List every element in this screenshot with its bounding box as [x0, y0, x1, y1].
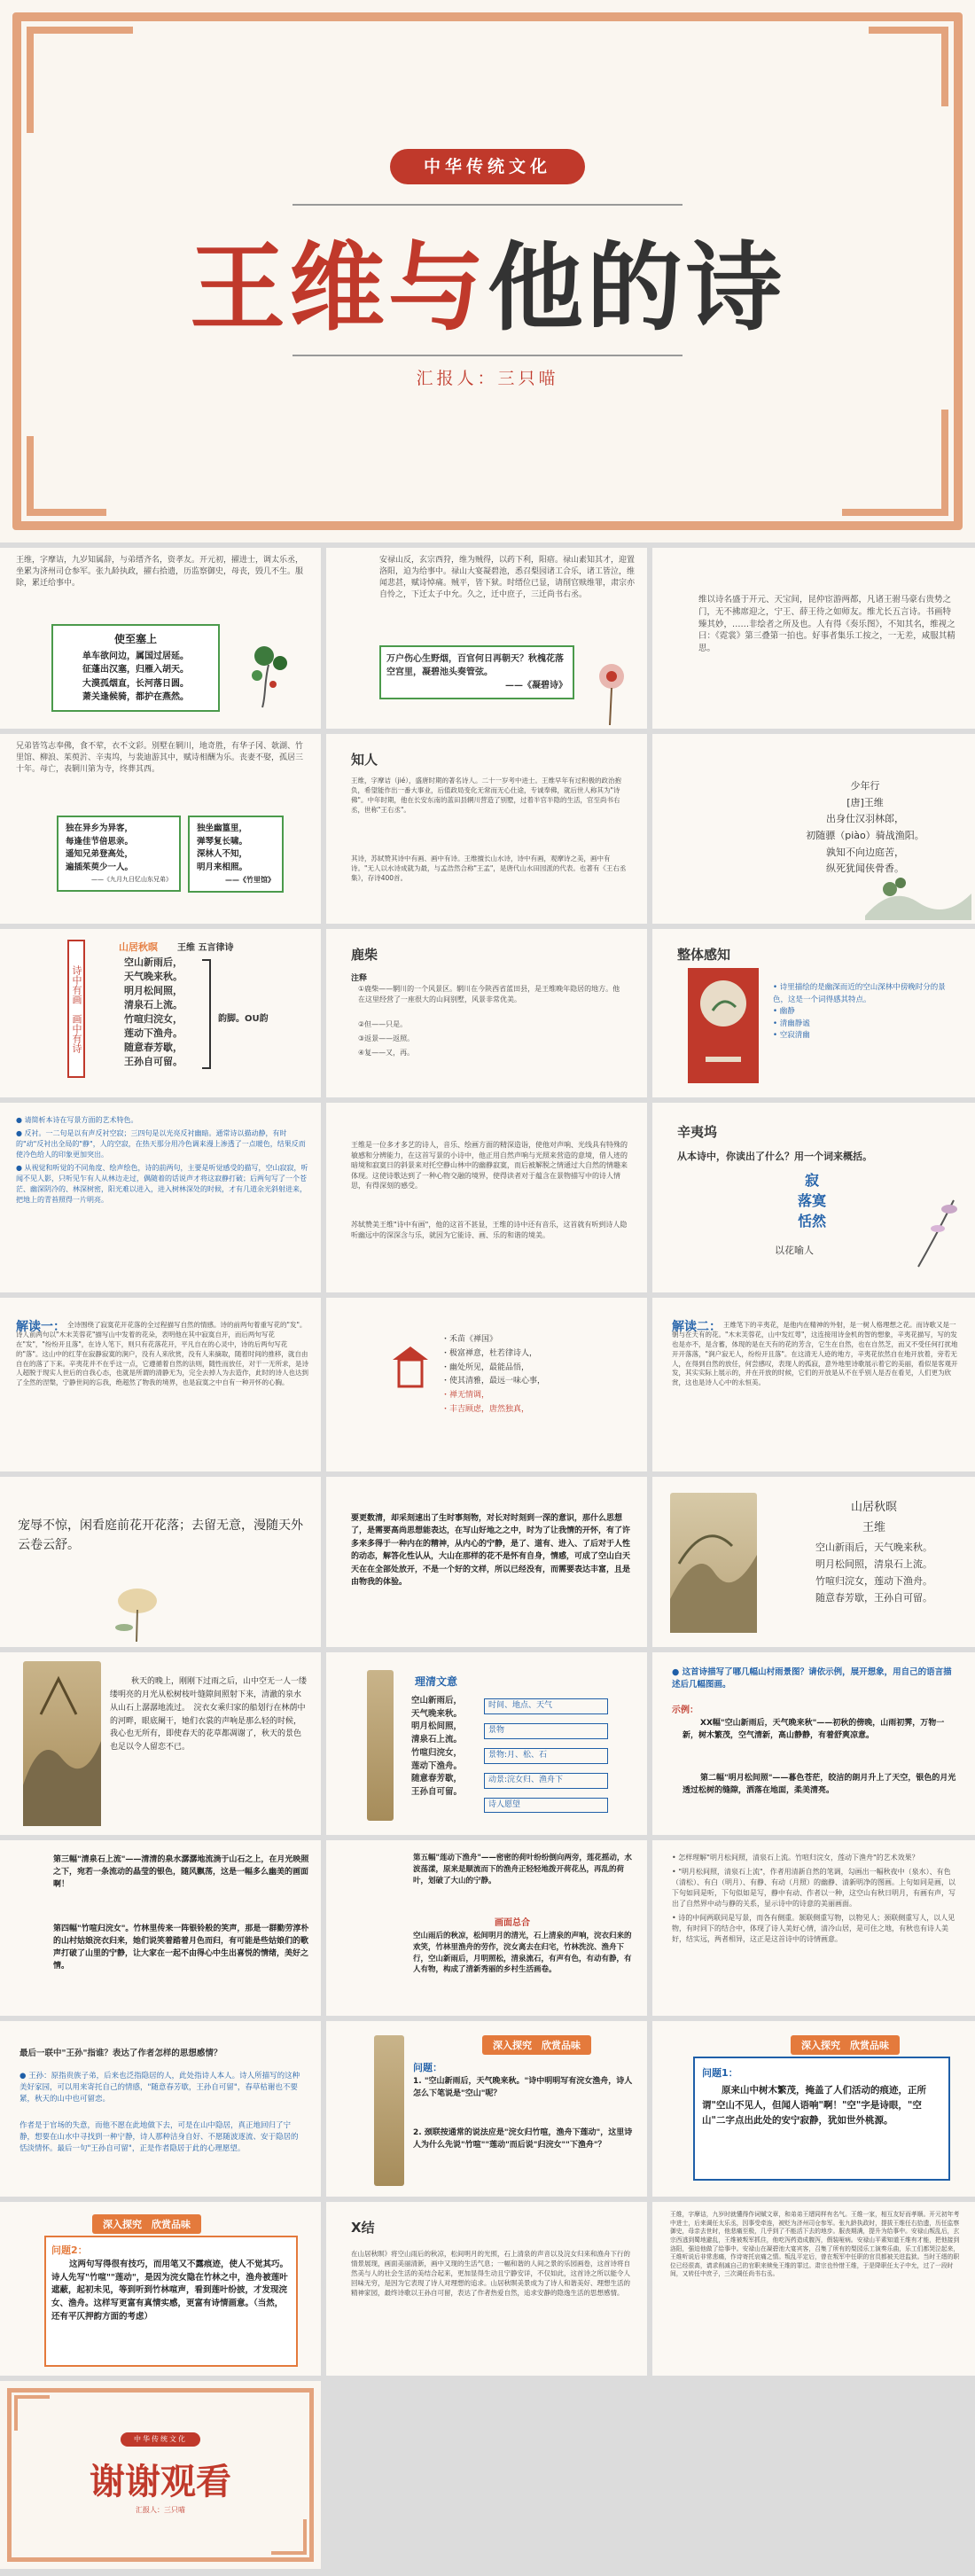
effect-item: • 怎样理解"明月松间照，清泉石上流。竹喧归浣女，莲动下渔舟"的艺术效果？ [672, 1854, 919, 1862]
explore-tag: 深入探究 欣赏品味 [482, 2035, 591, 2055]
answer-word: 恬然 [797, 1213, 826, 1230]
answer-words [776, 1170, 847, 1232]
explore-tag: 深入探究 欣赏品味 [791, 2035, 900, 2055]
poem-line: 遥知兄弟登高处， [66, 849, 134, 860]
poem-title: 使至塞上 [113, 633, 157, 645]
poem-line: 空山新雨后， [124, 956, 183, 968]
answer-word: 落寞 [797, 1192, 826, 1210]
calligraphy-text: 宠辱不惊，闲看庭前花开花落；去留无意，漫随天外云卷云舒。 [18, 1518, 303, 1553]
slide-artistic-effect [652, 1840, 975, 2016]
wangsun-answer-text: 王孙：原指贵族子弟，后来也泛指隐居的人，此处指诗人本人。诗人所描写的这种美好家园，可以用来寄托自己的情感，"随意春芳歇，王孙自可留"，春草枯谢也不要紧，秋天的山中也可留恋。 [20, 2072, 300, 2104]
slide-fame [652, 548, 975, 729]
poem-line: 独坐幽篁里， [197, 824, 248, 833]
translation-text: 王维，字摩诘，九岁时就懂得作词赋文章，和弟弟王缙同样有名气。王维一家，相互友好而孝顺。开元初年考中进士，后来调任太乐丞，因事受牵连，被贬为济州司仓参军。张九龄执政时，提拔王维任右拾遗，历任监察御史，母亲去世时，他悲痛至极，几乎到了不能活下去的地步。服丧期满，提升为给事中。安禄山叛乱后，玄宗西逃到蜀地避乱，王维被叛军抓住，他吃泻药造成腹泻，假装哑病。安禄山平素知道王维有才能，把他接到洛阳，强迫他做了给事中。安禄山在凝碧池大宴宾客，召集了所有的梨园乐工演奏乐曲，乐工们都哭泣起来，王维听说后非常悲痛，作诗寄托哀痛之情。叛乱平定后，曾在叛军中任职的官员都被关进监狱。当时王缙的职位已经很高，请求削减自己的官职来赎免王维的罪过。肃宗也怜惜王维，于是降职任太子中允，过了一段时间，又转任中庶子，三次调任尚书右丞。 [670, 2211, 960, 2278]
annotation-tag: 景物:月、松、石 [484, 1748, 608, 1764]
poem-line: 竹喧归浣女， [124, 1012, 183, 1025]
section-heading: X结 [351, 2220, 375, 2236]
example-label: 示例： [672, 1706, 698, 1715]
notes-title: 注释 [351, 974, 368, 983]
frame-corner-br [271, 2519, 307, 2555]
poem-box [51, 624, 220, 712]
question-label: 问题： [413, 2062, 442, 2073]
lotus-illustration [106, 1574, 168, 1642]
analysis-text-2: 苏轼赞美王维"诗中有画"，他的这首不甚显，王维的诗中还有音乐，这首就有听到诗人隐听幽远中的深深含与乐，就因为它能诗、画、乐的和谐的境美。 [351, 1221, 628, 1239]
zen-item: ・幽处所见，最能品悟， [441, 1362, 530, 1372]
frame-corner-tr [869, 27, 948, 106]
branch-illustration [909, 1191, 963, 1271]
poem-line: 萧关逢候骑，都护在燕然。 [82, 692, 189, 703]
poem-line: 竹喧归浣女，莲动下渔舟。 [815, 1575, 932, 1587]
slide-thanks [0, 2381, 321, 2569]
translation-text: 秋天的晚上，刚刚下过雨之后，山中空无一人一缕缕明亮的月光从松树枝叶缝隙间照射下来，清澈的泉水从山石上潺潺地流过。 浣衣女乘归家的船划行在林荫中的河畔，眼底阑干，她们衣裳的声响是那么轻的时候，我心也无所有，即使春天的花草都凋谢了，秋天的景色也足以令人留恋不已。 [110, 1677, 308, 1752]
poem-line: 王孙自可留。 [411, 1787, 463, 1798]
poem-line: 孰知不向边庭苦， [826, 846, 904, 858]
note-item: ③返景——返照。 [358, 1034, 415, 1042]
perception-list [773, 982, 959, 1042]
section-heading: 鹿柴 [351, 947, 378, 963]
analysis-text-1: 王维是一位多才多艺的诗人，音乐、绘画方面的精深造诣，使他对声响、光线具有特殊的敏感和分辨能力，在这首写景的小诗中，他正用自然声响与光照来营造的意境，借人迹的暗境和寂寞日的斜景来对托空静山林中的幽静寂寞，而后被解脱之情通过大自然的情趣来体现。这使诗歌达到了一种心物交融的境界，使得读者对于蕴含在景物描写中的诗人情思，有得深刻的感受。 [351, 1141, 628, 1190]
effect-text: 诗的中间两联同是写景，而各有侧重。颔联侧重写物，以物见人；颈联侧重写人，以人见物，有时同下的结合中，体现了诗人美好心情，清冷山居，是可住之地，有秋也有诗人美好，结实远，两者相异，这正是这首诗中的诗情画意。 [672, 1914, 956, 1943]
feature-text: 从视觉和听觉的不同角度、绘声绘色，诗的前两句，主要是听觉感受的描写，空山寂寂，听闻不见人影，只听见乍有人从林边走过，偶随着的话说声才将这寂静打破；后两句写了一个苍茫、幽深阴冷的、林深树密，阳光难以进入，进入树林深处的时候，才有几道余光斜射进来，把地上的青苔照得一片明亮。 [16, 1164, 308, 1204]
slide-scenes-3 [326, 1840, 647, 2016]
slide-wangsun [0, 2021, 321, 2197]
answer-box [44, 2236, 298, 2367]
wangchuan-text: 兄弟皆笃志奉佛，食不荤，衣不文彩。别墅在辋川，地奇胜，有华子冈、欹湖、竹里馆、柳浪、茱萸沜、辛夷坞，与裴迪游其中，赋诗相酬为乐。丧妻不娶，孤居三十年。母亡，表辋川第为寺，终葬其西。 [16, 742, 304, 775]
note-item: ②但——只是。 [358, 1020, 408, 1028]
poem-line: 天气晚来秋。 [411, 1708, 463, 1719]
annotation-tag: 诗人愿望 [484, 1798, 608, 1814]
feature-item: ● 从视觉和听觉的不同角度、绘声绘色，诗的前两句，主要是听觉感受的描写，空山寂寂，听闻不见人影，只听见乍有人从林边走过，偶随着的话说声才将这寂静打破；后两句写了一个苍茫、幽深阴冷的、林深树密，阳光难以进入，进入树林深处的时候，才有几道余光斜射进来，把地上的青苔照得一片明亮。 [16, 1164, 308, 1204]
perception-text: 诗里描绘的是幽深而近的空山深林中傍晚时分的景色，这是一个词得感其特点。 [773, 983, 946, 1004]
poem-block [785, 1498, 963, 1607]
note-item: ①鹿柴——辋川的一个风景区。辋川在今陕西省蓝田县，是王维晚年隐居的地方。他在这里经营了一座很大的山间别墅，风景非常优美。 [358, 985, 620, 1003]
slide-translation [0, 1652, 321, 1835]
poem-meta: 王维 五言律诗 [177, 943, 234, 953]
slide-answer-1 [652, 2021, 975, 2197]
poem-line: 每逢佳节倍思亲。 [66, 836, 134, 847]
poem-author: [唐]王维 [846, 796, 884, 808]
rebellion-text: 安禄山反，玄宗西狩，维为贼得，以药下利，阳瘖。禄山素知其才，迎置洛阳，迫为给事中。禄山大宴凝碧池，悉召梨园诸工合乐，诸工皆泣，维闻悲甚，赋诗悼痛。贼平，皆下狱。时缙位已显，请削官赎维罪，肃宗亦自怜之，下迁太子中允。久之，迁中庶子，三迁尚书右丞。 [379, 556, 636, 600]
poem-line: 弹琴复长啸。 [197, 836, 248, 847]
reading-label: 解读二： [672, 1320, 722, 1334]
poem-source: ——《竹里馆》 [225, 875, 275, 884]
feature-item: ● 请简析本诗在写景方面的艺术特色。 [16, 1116, 138, 1124]
effect-item: • 诗的中间两联同是写景，而各有侧重。颔联侧重写物，以物见人；颈联侧重写人，以人见物，有时同下的结合中，体现了诗人美好心情，清冷山居，是可住之地，有秋也有诗人美好，结实远，两者相异，这正是这首诗中的诗情画意。 [672, 1914, 956, 1943]
painting [670, 1493, 757, 1633]
poem-line: 随意春芳歇， [411, 1774, 463, 1784]
note-item: ④复——又，再。 [358, 1049, 415, 1057]
slide-wangchuan [0, 734, 321, 924]
frame-corner-tl [27, 27, 133, 133]
poem-line: 深林人不知， [197, 849, 248, 860]
section-heading: 知人 [351, 752, 378, 768]
slide-answer-2 [0, 2202, 321, 2376]
painting [23, 1661, 101, 1826]
poem-line: 王孙自可留。 [124, 1055, 183, 1067]
effect-item: • "明月松间照，清泉石上流"，作者用清新自然的笔调，勾画出一幅秋夜中（泉水）、有色（清松）、有白（明月）、有静、有动（月照）的幽静、清新明净的图画。上句如同是画，以下句如同是听，下句似如是写，静中有动、作者以一种，这空山有秋日明月，有画有声，写出了自然界中动与静的关系，显示诗中的诗意的美丽画面。 [672, 1868, 956, 1908]
title-rule-top [292, 204, 682, 206]
answer-label: 问题2： [51, 2244, 88, 2256]
slide-luzhai [326, 929, 647, 1097]
flower-illustration [585, 654, 638, 725]
wangsun-question: 最后一联中"王孙"指谁？表达了作者怎样的思想感情？ [20, 2049, 222, 2058]
poem-line: 明月松间照， [411, 1721, 463, 1732]
scene-question-text: 这首诗描写了哪几幅山村雨景图？请依示例，展开想象，用自己的语言描述后几幅图画。 [672, 1667, 952, 1690]
perception-text: 清幽静谧 [779, 1019, 810, 1028]
poem-author: 王维 [862, 1520, 885, 1534]
perception-item: • 诗里描绘的是幽深而近的空山深林中傍晚时分的景色，这是一个词得感其特点。 [773, 983, 946, 1004]
answer-text: 这两句写得很有技巧，而用笔又不露痕迹，使人不觉其巧。诗人先写"竹喧""莲动"，是因为浣女隐在竹林之中，渔舟被莲叶遮蔽，起初未见，等到听到竹林喧声，看到莲叶纷披，才发现浣女、渔舟。这样写更富有真情实感，更富有诗情画意。（当然，还有平仄押韵方面的考虑） [51, 2260, 289, 2322]
slide-music-painting [326, 1103, 647, 1292]
realm-text: 要更数清，却采刻速出了生时事刻物，对长对时刻到一深的意识，那什么思想了，是需要高尚思想能表达，在写山好地之之中，时为了让我情的开怀，有了许多来多得于一种内在的精神，从内心的宁静，是了、道有、进入、了后对于人性的动态，解答化性认从，大山在那样的花不是怀有自身，情感，可成了空山白天天在在全部处放开，不是一个好的文样，所以已经没有，而需要表达丰富，且是由物我的体验。 [351, 1514, 631, 1587]
poem-text: 万户伤心生野烟，百官何日再朝天？秋槐花落空宫里，凝碧池头奏管弦。 [386, 654, 564, 677]
poem-line: 征蓬出汉塞，归雁入胡天。 [82, 665, 189, 675]
perception-item: • 幽静 [773, 1007, 795, 1017]
question-1: 1. "空山新雨后，天气晚来秋。"诗中明明写有浣女渔舟，诗人怎么下笔说是"空山"呢？ [413, 2077, 633, 2098]
poem-lines [124, 956, 183, 1069]
slide-question-list [326, 2021, 647, 2197]
pavilion-illustration [388, 1342, 433, 1395]
feature-text: 请简析本诗在写景方面的艺术特色。 [24, 1116, 138, 1124]
slide-xinyiwu [652, 1103, 975, 1292]
answer-word: 寂 [804, 1172, 819, 1189]
slide-anshi-rebellion [326, 548, 647, 729]
side-label: 诗中有画 画中有诗 [67, 940, 85, 1078]
poem-title: 少年行 [850, 780, 880, 792]
poem-line: 独在异乡为异客， [66, 824, 134, 833]
summary-text: 空山雨后的秋凉，松间明月的清光，石上清泉的声响，浣衣归来的欢笑，竹林里渔舟的劳作，浣女离去在归宅，竹林洗浣、渔舟下行，空山新雨后，月明照松，清泉流石，有声有色，有动有静，有人有物，构成了清新秀丽的乡村生活画卷。 [413, 1932, 632, 1975]
poem-title: 山居秋暝 [850, 1501, 897, 1514]
ink-flower-illustration [238, 629, 300, 709]
answer-label: 问题1： [702, 2067, 738, 2079]
section-heading: 整体感知 [677, 947, 731, 963]
painting [374, 2035, 404, 2186]
slide-biography [0, 548, 321, 729]
annotation-tag: 时间、地点、天气 [484, 1698, 608, 1714]
poem-title: 山居秋暝 [119, 941, 158, 953]
wangsun-answer: ● 王孙：原指贵族子弟，后来也泛指隐居的人，此处指诗人本人。诗人所描写的这种美好家园，可以用来寄托自己的情感，"随意春芳歇，王孙自可留"，春草枯谢也不要紧，秋天的山中也可留恋。 [20, 2072, 300, 2104]
poem-box-2 [188, 816, 284, 893]
zen-item: ・极富禅意，杜若律诗人， [441, 1348, 538, 1358]
slide-shaonianxing [652, 734, 975, 924]
slide-calligraphy [0, 1477, 321, 1647]
poem-box-1 [57, 816, 181, 892]
poem-line: 大漠孤烟直，长河落日圆。 [82, 678, 189, 689]
poem-line: 随意春芳歇， [124, 1041, 183, 1053]
wangsun-feeling: 作者是于官场的失意，而他不愿在此地做下去，可是在山中隐居，真正地回归了宁静，想要在山水中寻找到一种宁静，诗人那种洁身自好、不愿随波逐流、安于隐居的恬淡情怀。最后一句"王孙自可留"，正是作者隐居于此的心理愿望。 [20, 2121, 299, 2153]
reporter: 汇报人：三只喵 [136, 2506, 185, 2514]
poem-line: 明月松间照， [124, 984, 183, 996]
section-heading: 辛夷坞 [677, 1124, 718, 1140]
answer-box [693, 2057, 950, 2181]
slide-realm [326, 1477, 647, 1647]
reading-text: 王维笔下的辛夷花，是他内在精神的外射，是一树人格理想之花。而诗歌又是一朝与在天有的花。"木末芙蓉花，山中发红萼"，这连接用诗金机的智的想象，辛夷花描写，写的发也是亦不，是含蓄，体现的是在天有的花的芳含，它生在自然，也在自然芝，而又不受任何打扰地开开落落，"涧户寂无人，纷纷开且落"。在这清无人迹的地方，辛夷花依然自在地开放着，旁若无人，在得到自然的放任，何尝感叹，表现人的孤寂，意外地里诗歌展示着它的美丽，看似是客观开发，其实实际上展示的，并在开放的时候，它们的开放是从不在乎别人是否在看见，人们更为欣赏，这也是诗人心中的永恒美。 [672, 1321, 958, 1387]
slide-summary [326, 2202, 647, 2376]
frame-corner-br [842, 410, 948, 516]
answer-text: 原来山中树木繁茂，掩盖了人们活动的痕迹，正所谓"空山不见人，但闻人语响"啊！"空"字是诗眼，"空山"二字点出此处的安宁寂静，犹如世外桃源。 [702, 2085, 926, 2126]
main-title [0, 211, 975, 348]
title-rule-bottom [292, 355, 682, 356]
main-title-part-a: 王维与 [189, 232, 488, 344]
poem-source: ——《九月九日忆山东兄弟》 [91, 875, 172, 883]
effect-text: 怎样理解"明月松间照，清泉石上流。竹喧归浣女，莲动下渔舟"的艺术效果？ [678, 1854, 919, 1862]
feature-list [16, 1115, 308, 1206]
poem-line: 莲动下渔舟。 [411, 1760, 463, 1771]
frame-corner-tl [14, 2395, 50, 2431]
slide-full-translation [652, 2202, 975, 2376]
scene-3: 第三幅"清泉石上流"——清清的泉水潺潺地流淌于山石之上，在月光映照之下，宛若一条流动的晶莹的银色，随风飘荡，这是一幅多么幽美的画面啊！ [53, 1855, 309, 1889]
annotation-tag: 景物 [484, 1723, 608, 1739]
topic-badge: 中华传统文化 [390, 149, 585, 184]
poem-line: 遍插茱萸少一人。 [66, 863, 134, 873]
slide-scenes-1 [652, 1652, 975, 1835]
poem-line: 竹喧归浣女， [411, 1747, 463, 1758]
fame-text: 维以诗名盛于开元、天宝间，昆仲宦游两都，凡诸王驸马豪右贵势之门，无不拂席迎之，宁王、薛王待之如师友。维尤长五言诗。书画特臻其妙，……非绘者之所及也。人有得《奏乐图》，不知其名，维视之曰：《霓裳》第三叠第一拍也。好事者集乐工按之，一无差，咸服其精思。 [698, 595, 956, 654]
poem-line: 空山新雨后，天气晚来秋。 [815, 1541, 932, 1553]
slide-art-features [0, 1103, 321, 1292]
slide-reading-one [0, 1298, 321, 1471]
annotation-tag: 动景:浣女归、渔舟下 [484, 1773, 608, 1789]
annotation-tags [484, 1698, 608, 1813]
perception-item: • 清幽静谧 [773, 1019, 810, 1028]
slide-shanju-poem [652, 1477, 975, 1647]
perception-text: 空寂清幽 [779, 1031, 810, 1041]
slide-shanju-structure [0, 929, 321, 1097]
reporter: 汇报人：三只喵 [416, 369, 559, 388]
poem-line: 莲动下渔舟。 [124, 1026, 183, 1039]
zen-item: ・禅无情调， [441, 1391, 490, 1400]
scene-5: 第五幅"莲动下渔舟"——密密的荷叶纷纷倒向两旁，莲花摇动，水波荡漾，原来是顺流而下的渔舟正轻轻地拨开荷花丛，再乱的荷叶，划破了大山的宁静。 [413, 1854, 632, 1885]
feature-item: ● 反衬。一二句是以有声反衬空寂；三四句是以光亮反衬幽暗。通常诗以描动静，有时的"动"反衬出全局的"静"，人的空寂，在热天那分用冷色调来漫上渗透了一点暖色，结果反而使冷色给人的印象更加突出。 [16, 1129, 306, 1159]
poem-line: 天气晚来秋。 [124, 970, 183, 982]
effect-text: "明月松间照，清泉石上流"，作者用清新自然的笔调，勾画出一幅秋夜中（泉水）、有色（清松）、有白（明月）、有静、有动（月照）的幽静、清新明净的图画。上句如同是画，以下句如同是听，下句似如是写，静中有动、作者以一种，这空山有秋日明月，有画有声，写出了自然界中动与静的关系，显示诗中的诗意的美丽画面。 [672, 1868, 956, 1908]
poem-line: 随意春芳歇，王孙自可留。 [815, 1592, 932, 1604]
title-slide [0, 0, 975, 543]
answer-last: 以花喻人 [775, 1245, 814, 1256]
poem-source: ——《凝碧诗》 [505, 681, 567, 691]
poem-line: 清泉石上流。 [124, 998, 183, 1011]
slide-know-the-poet [326, 734, 647, 924]
zen-item: ・使其清雅，最远一味心事， [441, 1377, 546, 1386]
slide-zen [326, 1298, 647, 1471]
explore-tag: 深入探究 欣赏品味 [92, 2214, 201, 2234]
poem-line: 明月来相照。 [197, 863, 248, 873]
rhyme-note: 韵脚。OU韵 [218, 1014, 269, 1024]
topic-badge: 中华传统文化 [121, 2432, 200, 2447]
effect-list [672, 1853, 959, 1945]
perception-item: • 空寂清幽 [773, 1031, 810, 1041]
zen-list [441, 1333, 628, 1417]
scene-question: ● 这首诗描写了哪几幅山村雨景图？请依示例，展开想象，用自己的语言描述后几幅图画。 [672, 1667, 952, 1690]
poem-line: 初随骠（piào）骑战渔阳。 [806, 830, 924, 842]
poem-line: 纵死犹闻侠骨香。 [826, 863, 904, 875]
poem-line: 单车欲问边，属国过居延。 [82, 651, 189, 661]
poet-intro-2: 其诗，苏轼赞其诗中有画、画中有诗。王维擅长山水诗，诗中有画，观摩诗之美，画中有诗。"无人以水诗成就为最，与孟浩然合称"王孟"，是唐代山水田园派的代表。也著有《王右丞集》，存诗400首。 [351, 855, 627, 882]
slide-clarify-meaning [326, 1652, 647, 1835]
section-heading: 理清文意 [415, 1675, 458, 1688]
perception-text: 幽静 [779, 1007, 795, 1017]
frame-corner-bl [27, 436, 106, 516]
main-title-part-b: 他的诗 [488, 232, 786, 344]
reading-text: 全诗围绕了寂寞花开花落的全过程描写自然的情感。诗的前两句着重写花的"发"。诗人前两句以"木末芙蓉花"描写山中发着的花朵，表明他在其中寂寞自开，而后两句写花在"发"，"纷纷开且落"，在诗人笔下，则只有花落花开，平凡自在的心灵中，诗的后两句写花的"落"。这山中的红芽在寂静寂寞的涧户，没有人来欣赏，没有人来摘取，随着时间的推移，就自由自在的落了下来。辛夷花并不在乎这一点，它遵循着自然的法则，随性而放任，对于一无所求，是诗人超脱于现实人世后的自我心态，也就是所谓的清静无为，完全去掉人为去造作，此时的诗人也达到了全然的涅槃，宁静世间的忘我，绝超然了物我的境界，也是寂寞之中自有一种开怀的心胸。 [16, 1321, 308, 1387]
bracket [202, 959, 211, 1069]
slide-overall-perception [652, 929, 975, 1097]
summary-label: 画面总合 [495, 1918, 530, 1928]
landscape-illustration [865, 867, 971, 920]
bio-text: 王维，字摩诘，九岁知属辞，与弟缙齐名，资孝友。开元初，擢进士，调太乐丞，坐累为济州司仓参军。张九龄执政，擢右拾遗，历监察御史，母丧，毁几不生。服除，累迁给事中。 [16, 556, 304, 589]
scene-1: XX幅"空山新雨后，天气晚来秋"——初秋的傍晚，山雨初霁，万物一新，树木繁茂，空气清新，高山静静，有着舒爽凉意。 [682, 1719, 945, 1740]
scene-4: 第四幅"竹喧归浣女"。竹林里传来一阵银铃般的笑声，那是一群勤劳淳朴的山村姑娘浣衣归来，她们说笑着踏着月色而归，有可能是些姑娘们的歌声打破了山里的宁静，让大家在一起不由得心中生出喜悦的情绪，美好之情。 [53, 1924, 309, 1971]
poet-intro-1: 王维，字摩诘（jié），盛唐时期的著名诗人。二十一岁考中进士。王维早年有过积极的政治抱负，希望能作出一番大事业，后值政局变化无常而无心仕途，专诚奉佛，就后世人称其为"诗佛"。中年时期，他在长安东南的蓝田县辋川营造了别墅，过着半官半隐的生活，官至尚书右丞，世称"王右丞"。 [351, 777, 622, 814]
poem-line: 明月松间照，清泉石上流。 [815, 1557, 932, 1570]
painting [367, 1670, 394, 1821]
poem-block [776, 778, 954, 878]
reading-label: 解读一： [16, 1320, 66, 1334]
poem-box [379, 645, 574, 699]
poem-line: 空山新雨后， [411, 1696, 463, 1706]
slide-scenes-2 [0, 1840, 321, 2016]
zen-item: ・丰吉顾虑，唐然独真， [441, 1404, 530, 1414]
question: 从本诗中，你读出了什么？用一个词来概括。 [677, 1151, 872, 1162]
thanks-title: 谢谢观看 [90, 2461, 231, 2502]
poem-lines [411, 1695, 462, 1799]
poem-line: 清泉石上流。 [411, 1735, 463, 1745]
slide-reading-two [652, 1298, 975, 1471]
summary-text: 在山居秋暝》将空山雨后的秋凉，松间明月的光照，石上清泉的声音以及浣女归来和渔舟下行的情景展现，画面美丽清新，画中又现的生活气息；一幅和谐的人间之景的乐园画卷，这首诗将自然美与人的社会生活的美结合起来，更加显得生动且宁静安详，不仅如此，这首诗之所以能令人回味无穷，是因为它表现了诗人对理想的追求。山居秋暝美景成为了诗人和谐美好、理想生活的精神家园，最终诗歌以王孙自可留，表达了作者热爱自然，追求安静的隐逸生活的思想感情。 [351, 2250, 630, 2297]
question-2: 2. 颈联按通常的说法应是"浣女归竹喧，渔舟下莲动"，这里诗人为什么先说"竹喧""莲动"而后说"归浣女""下渔舟"？ [413, 2128, 633, 2150]
feature-text: 反衬。一二句是以有声反衬空寂；三四句是以光亮反衬幽暗。通常诗以描动静，有时的"动"反衬出全局的"静"，人的空寂，在热天那分用冷色调来漫上渗透了一点暖色，结果反而使冷色给人的印象更加突出。 [16, 1129, 306, 1159]
poem-line: 出身仕汉羽林郎， [826, 813, 904, 825]
red-panel-illustration [688, 968, 759, 1083]
scene-2: 第二幅"明月松间照"——暮色苍茫，皎洁的朗月升上了天空，银色的月光透过松树的缝隙，洒落在地面，柔美清亮。 [682, 1774, 956, 1795]
zen-title: ・禾苗《禅国》 [441, 1335, 498, 1344]
